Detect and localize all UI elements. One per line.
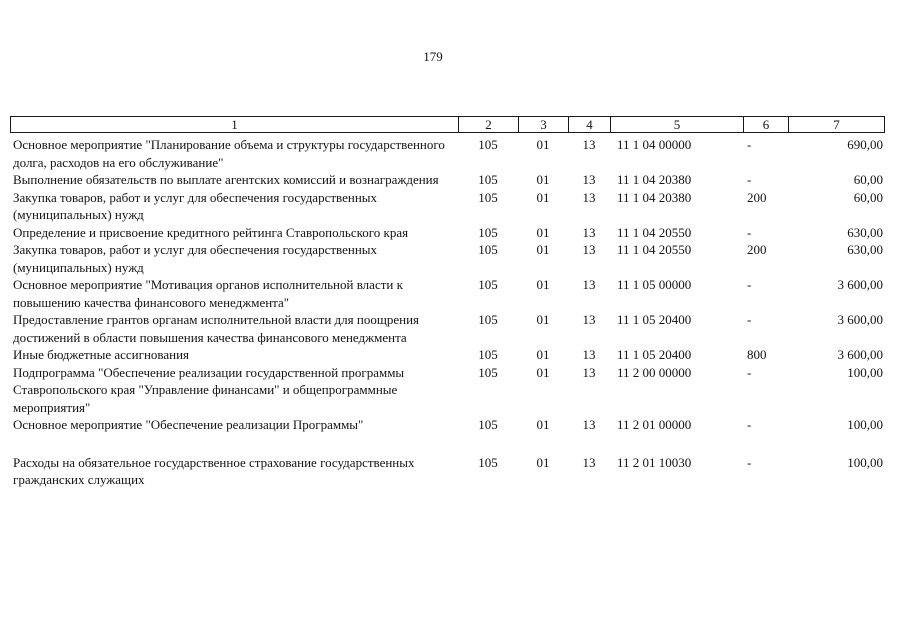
row-ved: 105 [478,137,498,152]
row-ved: 105 [478,189,498,205]
row-sum: 3 600,00 [837,347,883,362]
table-row [10,364,884,417]
row-pr: 13 [582,364,596,380]
row-kcsr: 11 1 05 20400 [617,312,692,327]
table-row [10,189,884,224]
table-row [10,454,884,489]
row-name: Иные бюджетные ассигнования [13,347,190,362]
row-rz: 01 [536,417,550,432]
row-vr: - [747,137,752,152]
row-name: Выполнение обязательств по выплате агентских комиссий и вознаграждения [13,172,439,187]
row-kcsr: 11 1 04 20550 [617,224,692,240]
page-number: 179 [423,49,443,64]
spacer-cell [10,434,884,454]
table-row [10,276,884,311]
table-row [10,416,884,434]
row-pr: 13 [582,347,596,362]
row-rz: 01 [536,364,550,380]
row-pr: 13 [582,172,596,187]
row-sum: 630,00 [847,242,883,257]
row-pr: 13 [582,417,596,432]
row-sum: 630,00 [847,224,883,240]
row-name: Расходы на обязательное государственное страхование государственных гражданских служащих [13,454,415,487]
spacer-row [10,434,884,454]
row-rz: 01 [536,242,550,257]
row-kcsr: 11 1 04 20380 [617,172,692,187]
row-ved: 105 [478,417,498,432]
row-kcsr: 11 2 01 00000 [617,417,692,432]
table-row [10,241,884,276]
row-sum: 3 600,00 [837,312,883,327]
row-vr: 200 [747,242,767,257]
row-sum: 60,00 [853,172,883,187]
row-rz: 01 [536,454,550,470]
row-pr: 13 [582,454,596,470]
row-ved: 105 [478,347,498,362]
row-vr: - [747,364,752,380]
row-vr: - [747,172,752,187]
row-vr: - [747,312,752,327]
budget-table [10,136,884,489]
row-vr: - [747,277,752,292]
column-header-5: 5 [611,117,744,133]
row-pr: 13 [582,137,596,152]
row-rz: 01 [536,137,550,152]
row-kcsr: 11 1 05 20400 [617,347,692,362]
row-kcsr: 11 1 04 20380 [617,189,692,205]
row-sum: 690,00 [847,137,883,152]
row-name: Основное мероприятие "Обеспечение реализации Программы" [13,417,364,432]
row-kcsr: 11 1 04 00000 [617,137,692,152]
row-sum: 100,00 [847,417,883,432]
row-ved: 105 [478,312,498,327]
row-rz: 01 [536,224,550,240]
row-name: Предоставление грантов органам исполнительной власти для поощрения достижений в области повышения качества финансового менеджмента [13,312,420,345]
row-kcsr: 11 2 00 00000 [617,364,692,380]
row-rz: 01 [536,347,550,362]
row-ved: 105 [478,364,498,380]
row-sum: 3 600,00 [837,277,883,292]
row-pr: 13 [582,242,596,257]
row-vr: - [747,454,752,470]
table-row [10,171,884,189]
row-name: Основное мероприятие "Планирование объема и структуры государственного долга, расходов на его обслуживание" [13,137,445,170]
row-kcsr: 11 1 05 00000 [617,277,692,292]
row-ved: 105 [478,224,498,240]
row-ved: 105 [478,277,498,292]
row-rz: 01 [536,172,550,187]
row-name: Определение и присвоение кредитного рейтинга Ставропольского края [13,224,409,240]
column-header-2: 2 [459,117,519,133]
row-ved: 105 [478,454,498,470]
row-rz: 01 [536,189,550,205]
row-sum: 60,00 [853,189,883,205]
row-vr: - [747,417,752,432]
row-pr: 13 [582,224,596,240]
row-sum: 100,00 [847,364,883,380]
table-row [10,224,884,242]
row-kcsr: 11 2 01 10030 [617,454,692,470]
column-header-3: 3 [519,117,569,133]
column-header-table [10,116,885,133]
row-vr: 800 [747,347,767,362]
row-rz: 01 [536,312,550,327]
table-row [10,346,884,364]
row-vr: - [747,224,752,240]
row-ved: 105 [478,172,498,187]
row-pr: 13 [582,312,596,327]
row-kcsr: 11 1 04 20550 [617,242,692,257]
row-vr: 200 [747,189,767,205]
row-rz: 01 [536,277,550,292]
column-header-4: 4 [569,117,611,133]
table-row [10,136,884,171]
row-pr: 13 [582,189,596,205]
row-sum: 100,00 [847,454,883,470]
row-name: Подпрограмма "Обеспечение реализации государственной программы Ставропольского края "Управление финансами" и общепрограммные мероприятия" [13,364,405,415]
column-header-1: 1 [11,117,459,133]
row-name: Основное мероприятие "Мотивация органов исполнительной власти к повышению качества финансового менеджмента" [13,277,403,310]
table-row [10,311,884,346]
column-header-6: 6 [744,117,789,133]
row-name: Закупка товаров, работ и услуг для обеспечения государственных (муниципальных) нужд [13,242,378,275]
column-header-row [11,117,885,133]
column-header-7: 7 [789,117,885,133]
row-ved: 105 [478,242,498,257]
row-pr: 13 [582,277,596,292]
row-name: Закупка товаров, работ и услуг для обеспечения государственных (муниципальных) нужд [13,189,378,222]
